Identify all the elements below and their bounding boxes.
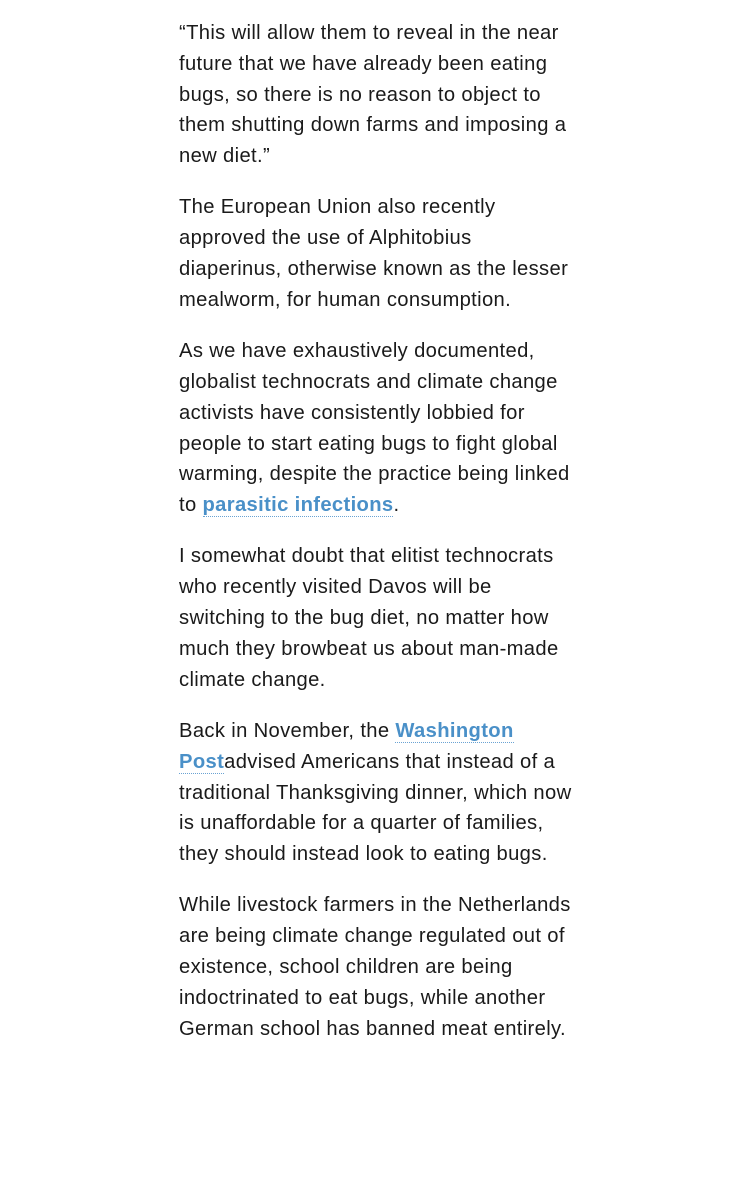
paragraph-eu-mealworm	[179, 192, 579, 315]
paragraph-thanksgiving-text: advised Americans that instead of a traditional Thanksgiving dinner, which now is unaffordable for a quarter of families, they should instead look to eating bugs.	[179, 750, 572, 866]
paragraph-netherlands-text: While livestock farmers in the Netherlands are being climate change regulated out of existence, school children are being indoctrinated to eat bugs, while another German school has banned meat entirely.	[179, 894, 571, 1040]
paragraph-thanksgiving	[179, 716, 579, 870]
article-body	[179, 18, 579, 1065]
paragraph-quote	[179, 18, 579, 172]
paragraph-technocrats-bugs	[179, 336, 579, 521]
washington-post-link[interactable]: Washington Post	[179, 719, 514, 773]
paragraph-technocrats-text: As we have exhaustively documented, globalist technocrats and climate change activists have consistently lobbied for people to start eating bugs to fight global warming, despite the practice being linked to	[179, 340, 570, 517]
paragraph-eu-mealworm-text: The European Union also recently approved the use of Alphitobius diaperinus, otherwise known as the lesser mealworm, for human consumption.	[179, 196, 569, 311]
parasitic-infections-link[interactable]: parasitic infections	[202, 494, 394, 517]
paragraph-davos	[179, 541, 579, 695]
paragraph-quote-text: “This will allow them to reveal in the near future that we have already been eating bugs, so there is no reason to object to them shutting down farms and imposing a new diet.”	[179, 22, 567, 168]
paragraph-davos-text: I somewhat doubt that elitist technocrats who recently visited Davos will be switching to the bug diet, no matter how much they browbeat us about man-made climate change.	[179, 545, 559, 691]
paragraph-thanksgiving-start: Back in November, the	[179, 719, 396, 742]
paragraph-technocrats-end: .	[393, 494, 400, 517]
paragraph-netherlands	[179, 890, 579, 1044]
